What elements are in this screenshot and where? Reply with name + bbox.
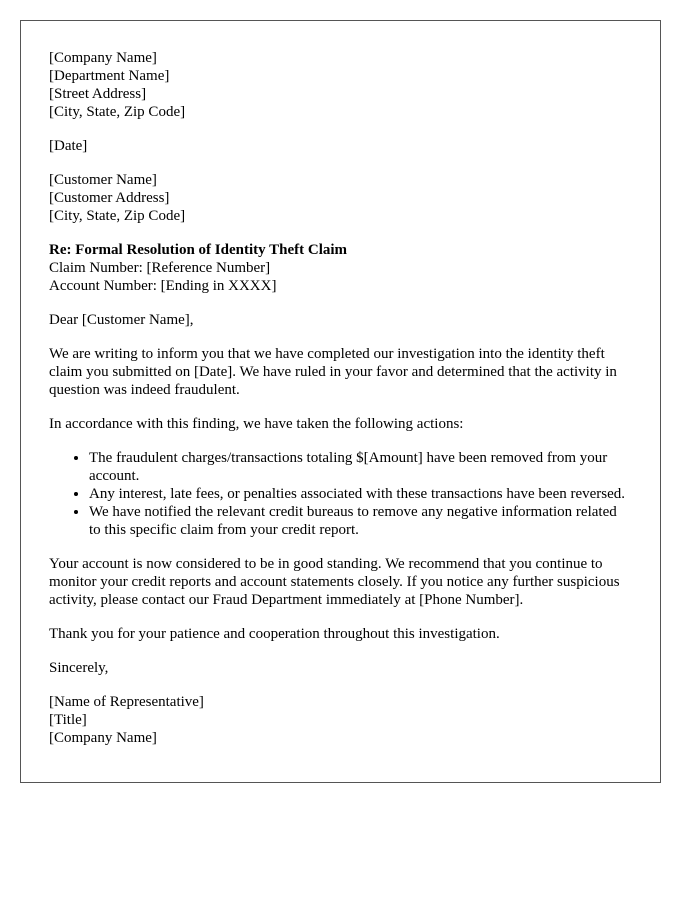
representative-name: [Name of Representative] <box>49 694 204 710</box>
paragraph-investigation: We are writing to inform you that we have completed our investigation into the identity theft claim you submitted on [Date]. We have ruled in your favor and determined that the activity in question was indeed fraudulent. <box>49 346 617 398</box>
recipient-name: [Customer Name] <box>49 172 157 188</box>
sender-department: [Department Name] <box>49 68 170 84</box>
recipient-address <box>49 171 632 225</box>
paragraph-thanks: Thank you for your patience and cooperation throughout this investigation. <box>49 626 500 642</box>
letter-date: [Date] <box>49 138 88 154</box>
recipient-street: [Customer Address] <box>49 190 170 206</box>
sender-address <box>49 49 632 121</box>
paragraph-standing: Your account is now considered to be in good standing. We recommend that you continue to monitor your credit reports and account statements closely. If you notice any further suspicious activity, please contact our Fraud Department immediately at [Phone Number]. <box>49 556 620 608</box>
action-item: • The fraudulent charges/transactions totaling $[Amount] have been removed from your account. <box>89 449 632 485</box>
subject-line: Re: Formal Resolution of Identity Theft Claim <box>49 242 348 258</box>
sender-street: [Street Address] <box>49 86 147 102</box>
signature-block <box>49 693 632 747</box>
action-item: • Any interest, late fees, or penalties associated with these transactions have been reversed. <box>89 485 632 503</box>
account-number: Account Number: [Ending in XXXX] <box>49 278 277 294</box>
action-item: • We have notified the relevant credit bureaus to remove any negative information related to this specific claim from your credit report. <box>89 503 632 539</box>
closing: Sincerely, <box>49 660 109 676</box>
recipient-city: [City, State, Zip Code] <box>49 208 186 224</box>
representative-title: [Title] <box>49 712 87 728</box>
letter <box>20 20 661 783</box>
actions-list <box>49 449 632 539</box>
claim-number: Claim Number: [Reference Number] <box>49 260 271 276</box>
sender-company: [Company Name] <box>49 50 157 66</box>
signature-company: [Company Name] <box>49 730 157 746</box>
subject-block <box>49 241 632 295</box>
salutation: Dear [Customer Name], <box>49 312 194 328</box>
sender-city: [City, State, Zip Code] <box>49 104 186 120</box>
paragraph-actions-intro: In accordance with this finding, we have taken the following actions: <box>49 416 464 432</box>
